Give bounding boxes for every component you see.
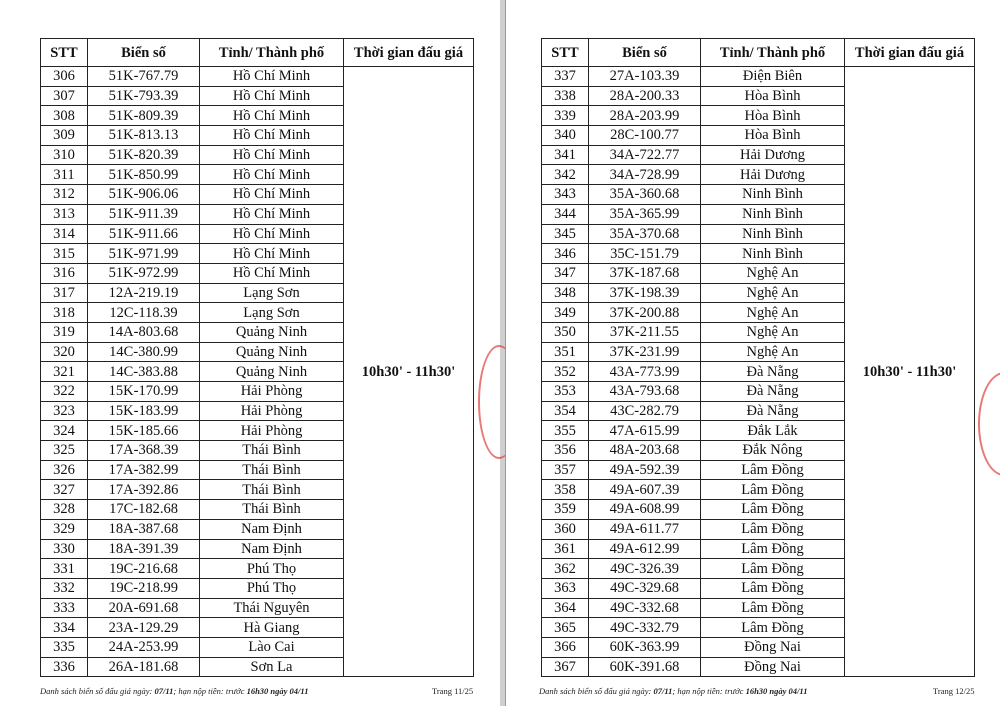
stt-cell: 329: [41, 519, 88, 539]
tinh-cell: Quảng Ninh: [200, 362, 344, 382]
stt-cell: 308: [41, 106, 88, 126]
bien-so-cell: 19C-216.68: [88, 559, 200, 579]
stt-cell: 332: [41, 578, 88, 598]
bien-so-cell: 23A-129.29: [88, 618, 200, 638]
table-row: [41, 67, 474, 87]
page-number: Trang 11/25: [432, 686, 474, 696]
stt-cell: 328: [41, 500, 88, 520]
footer-deadline: 16h30 ngày 04/11: [745, 686, 808, 696]
stt-cell: 310: [41, 145, 88, 165]
tinh-cell: Hồ Chí Minh: [200, 126, 344, 146]
stt-cell: 335: [41, 637, 88, 657]
bien-so-cell: 49C-329.68: [589, 578, 701, 598]
stt-cell: 314: [41, 224, 88, 244]
tinh-cell: Nghệ An: [701, 342, 845, 362]
tinh-cell: Hải Phòng: [200, 421, 344, 441]
bien-so-cell: 43C-282.79: [589, 401, 701, 421]
stt-cell: 316: [41, 263, 88, 283]
footer-date: 07/11: [154, 686, 174, 696]
tinh-cell: Lạng Sơn: [200, 283, 344, 303]
document-page-right: [505, 0, 1000, 706]
tinh-cell: Lâm Đồng: [701, 500, 845, 520]
stt-cell: 334: [41, 618, 88, 638]
plate-table-left: [40, 38, 474, 677]
auction-time-cell: 10h30' - 11h30': [845, 67, 975, 677]
stt-cell: 348: [542, 283, 589, 303]
stt-cell: 351: [542, 342, 589, 362]
bien-so-cell: 47A-615.99: [589, 421, 701, 441]
table-row: [542, 67, 975, 87]
bien-so-cell: 51K-813.13: [88, 126, 200, 146]
tinh-cell: Lâm Đồng: [701, 618, 845, 638]
footer-deadline: 16h30 ngày 04/11: [246, 686, 309, 696]
tinh-cell: Ninh Bình: [701, 204, 845, 224]
header-bien-so: Biển số: [88, 39, 200, 67]
bien-so-cell: 34A-728.99: [589, 165, 701, 185]
tinh-cell: Lâm Đồng: [701, 598, 845, 618]
stt-cell: 339: [542, 106, 589, 126]
stt-cell: 340: [542, 126, 589, 146]
table-header-row: [41, 39, 474, 67]
tinh-cell: Hải Dương: [701, 145, 845, 165]
tinh-cell: Hải Dương: [701, 165, 845, 185]
stt-cell: 361: [542, 539, 589, 559]
tinh-cell: Đà Nẵng: [701, 401, 845, 421]
bien-so-cell: 60K-363.99: [589, 637, 701, 657]
stt-cell: 354: [542, 401, 589, 421]
header-tinh: Tỉnh/ Thành phố: [200, 39, 344, 67]
header-bien-so: Biển số: [589, 39, 701, 67]
bien-so-cell: 17A-392.86: [88, 480, 200, 500]
stt-cell: 353: [542, 382, 589, 402]
stt-cell: 343: [542, 185, 589, 205]
stt-cell: 364: [542, 598, 589, 618]
stt-cell: 333: [41, 598, 88, 618]
header-thoi-gian: Thời gian đấu giá: [344, 39, 474, 67]
bien-so-cell: 51K-850.99: [88, 165, 200, 185]
tinh-cell: Quảng Ninh: [200, 342, 344, 362]
tinh-cell: Lâm Đồng: [701, 460, 845, 480]
bien-so-cell: 51K-971.99: [88, 244, 200, 264]
tinh-cell: Hòa Bình: [701, 86, 845, 106]
stt-cell: 358: [542, 480, 589, 500]
bien-so-cell: 28A-200.33: [589, 86, 701, 106]
header-tinh: Tỉnh/ Thành phố: [701, 39, 845, 67]
bien-so-cell: 17C-182.68: [88, 500, 200, 520]
bien-so-cell: 37K-231.99: [589, 342, 701, 362]
stt-cell: 317: [41, 283, 88, 303]
stt-cell: 325: [41, 441, 88, 461]
tinh-cell: Hồ Chí Minh: [200, 106, 344, 126]
bien-so-cell: 51K-911.66: [88, 224, 200, 244]
stt-cell: 352: [542, 362, 589, 382]
bien-so-cell: 37K-211.55: [589, 322, 701, 342]
stt-cell: 306: [41, 67, 88, 87]
bien-so-cell: 14A-803.68: [88, 322, 200, 342]
tinh-cell: Quảng Ninh: [200, 322, 344, 342]
bien-so-cell: 14C-383.88: [88, 362, 200, 382]
tinh-cell: Lạng Sơn: [200, 303, 344, 323]
bien-so-cell: 37K-198.39: [589, 283, 701, 303]
stt-cell: 331: [41, 559, 88, 579]
stt-cell: 357: [542, 460, 589, 480]
stt-cell: 365: [542, 618, 589, 638]
tinh-cell: Nghệ An: [701, 283, 845, 303]
stt-cell: 341: [542, 145, 589, 165]
stt-cell: 367: [542, 657, 589, 677]
tinh-cell: Hồ Chí Minh: [200, 263, 344, 283]
stt-cell: 327: [41, 480, 88, 500]
tinh-cell: Đồng Nai: [701, 637, 845, 657]
tinh-cell: Lâm Đồng: [701, 480, 845, 500]
footer-mid: ; hạn nộp tiền: trước: [173, 686, 247, 696]
bien-so-cell: 51K-793.39: [88, 86, 200, 106]
tinh-cell: Sơn La: [200, 657, 344, 677]
stt-cell: 345: [542, 224, 589, 244]
stt-cell: 344: [542, 204, 589, 224]
bien-so-cell: 24A-253.99: [88, 637, 200, 657]
table-body-right: [542, 67, 975, 677]
stt-cell: 313: [41, 204, 88, 224]
tinh-cell: Hồ Chí Minh: [200, 86, 344, 106]
bien-so-cell: 51K-820.39: [88, 145, 200, 165]
bien-so-cell: 14C-380.99: [88, 342, 200, 362]
bien-so-cell: 37K-200.88: [589, 303, 701, 323]
bien-so-cell: 28A-203.99: [589, 106, 701, 126]
tinh-cell: Ninh Bình: [701, 185, 845, 205]
stt-cell: 347: [542, 263, 589, 283]
tinh-cell: Đà Nẵng: [701, 362, 845, 382]
bien-so-cell: 17A-368.39: [88, 441, 200, 461]
stt-cell: 356: [542, 441, 589, 461]
tinh-cell: Hải Phòng: [200, 401, 344, 421]
tinh-cell: Hòa Bình: [701, 106, 845, 126]
tinh-cell: Lâm Đồng: [701, 539, 845, 559]
bien-so-cell: 51K-911.39: [88, 204, 200, 224]
stt-cell: 362: [542, 559, 589, 579]
bien-so-cell: 12C-118.39: [88, 303, 200, 323]
stt-cell: 349: [542, 303, 589, 323]
bien-so-cell: 48A-203.68: [589, 441, 701, 461]
bien-so-cell: 26A-181.68: [88, 657, 200, 677]
tinh-cell: Ninh Bình: [701, 244, 845, 264]
stt-cell: 346: [542, 244, 589, 264]
tinh-cell: Nam Định: [200, 519, 344, 539]
bien-so-cell: 34A-722.77: [589, 145, 701, 165]
tinh-cell: Đà Nẵng: [701, 382, 845, 402]
bien-so-cell: 17A-382.99: [88, 460, 200, 480]
stt-cell: 315: [41, 244, 88, 264]
tinh-cell: Nghệ An: [701, 263, 845, 283]
stt-cell: 323: [41, 401, 88, 421]
bien-so-cell: 27A-103.39: [589, 67, 701, 87]
tinh-cell: Lào Cai: [200, 637, 344, 657]
stt-cell: 337: [542, 67, 589, 87]
stt-cell: 319: [41, 322, 88, 342]
bien-so-cell: 49A-608.99: [589, 500, 701, 520]
stt-cell: 309: [41, 126, 88, 146]
stt-cell: 320: [41, 342, 88, 362]
bien-so-cell: 19C-218.99: [88, 578, 200, 598]
bien-so-cell: 49A-592.39: [589, 460, 701, 480]
bien-so-cell: 49C-332.68: [589, 598, 701, 618]
tinh-cell: Hà Giang: [200, 618, 344, 638]
tinh-cell: Nghệ An: [701, 303, 845, 323]
stt-cell: 311: [41, 165, 88, 185]
bien-so-cell: 28C-100.77: [589, 126, 701, 146]
auction-time-cell: 10h30' - 11h30': [344, 67, 474, 677]
tinh-cell: Phú Thọ: [200, 578, 344, 598]
footer-note: [539, 686, 807, 696]
tinh-cell: Thái Bình: [200, 460, 344, 480]
tinh-cell: Hồ Chí Minh: [200, 185, 344, 205]
bien-so-cell: 18A-387.68: [88, 519, 200, 539]
stt-cell: 321: [41, 362, 88, 382]
plate-table-right: [541, 38, 975, 677]
stt-cell: 330: [41, 539, 88, 559]
bien-so-cell: 35C-151.79: [589, 244, 701, 264]
bien-so-cell: 51K-972.99: [88, 263, 200, 283]
stt-cell: 318: [41, 303, 88, 323]
tinh-cell: Đắk Nông: [701, 441, 845, 461]
table-body-left: [41, 67, 474, 677]
header-stt: STT: [41, 39, 88, 67]
footer-mid: ; hạn nộp tiền: trước: [672, 686, 746, 696]
bien-so-cell: 49A-611.77: [589, 519, 701, 539]
tinh-cell: Nghệ An: [701, 322, 845, 342]
bien-so-cell: 43A-773.99: [589, 362, 701, 382]
bien-so-cell: 49C-326.39: [589, 559, 701, 579]
stt-cell: 350: [542, 322, 589, 342]
bien-so-cell: 49C-332.79: [589, 618, 701, 638]
bien-so-cell: 15K-170.99: [88, 382, 200, 402]
tinh-cell: Thái Nguyên: [200, 598, 344, 618]
tinh-cell: Thái Bình: [200, 500, 344, 520]
bien-so-cell: 20A-691.68: [88, 598, 200, 618]
footer-prefix: Danh sách biển số đấu giá ngày:: [40, 686, 155, 696]
bien-so-cell: 43A-793.68: [589, 382, 701, 402]
bien-so-cell: 35A-360.68: [589, 185, 701, 205]
stt-cell: 336: [41, 657, 88, 677]
bien-so-cell: 49A-607.39: [589, 480, 701, 500]
stt-cell: 359: [542, 500, 589, 520]
tinh-cell: Nam Định: [200, 539, 344, 559]
bien-so-cell: 51K-906.06: [88, 185, 200, 205]
footer-date: 07/11: [653, 686, 673, 696]
tinh-cell: Hải Phòng: [200, 382, 344, 402]
bien-so-cell: 37K-187.68: [589, 263, 701, 283]
header-stt: STT: [542, 39, 589, 67]
tinh-cell: Đồng Nai: [701, 657, 845, 677]
tinh-cell: Lâm Đồng: [701, 559, 845, 579]
tinh-cell: Hồ Chí Minh: [200, 204, 344, 224]
tinh-cell: Hồ Chí Minh: [200, 244, 344, 264]
stt-cell: 338: [542, 86, 589, 106]
bien-so-cell: 18A-391.39: [88, 539, 200, 559]
header-thoi-gian: Thời gian đấu giá: [845, 39, 975, 67]
footer-prefix: Danh sách biển số đấu giá ngày:: [539, 686, 654, 696]
stt-cell: 307: [41, 86, 88, 106]
stt-cell: 324: [41, 421, 88, 441]
bien-so-cell: 60K-391.68: [589, 657, 701, 677]
tinh-cell: Hồ Chí Minh: [200, 224, 344, 244]
tinh-cell: Đắk Lắk: [701, 421, 845, 441]
bien-so-cell: 12A-219.19: [88, 283, 200, 303]
tinh-cell: Hòa Bình: [701, 126, 845, 146]
tinh-cell: Ninh Bình: [701, 224, 845, 244]
tinh-cell: Thái Bình: [200, 480, 344, 500]
page-number: Trang 12/25: [933, 686, 975, 696]
tinh-cell: Lâm Đồng: [701, 519, 845, 539]
bien-so-cell: 15K-185.66: [88, 421, 200, 441]
table-header-row: [542, 39, 975, 67]
stt-cell: 366: [542, 637, 589, 657]
footer-note: [40, 686, 308, 696]
stt-cell: 312: [41, 185, 88, 205]
bien-so-cell: 51K-767.79: [88, 67, 200, 87]
tinh-cell: Lâm Đồng: [701, 578, 845, 598]
bien-so-cell: 49A-612.99: [589, 539, 701, 559]
bien-so-cell: 35A-370.68: [589, 224, 701, 244]
stt-cell: 326: [41, 460, 88, 480]
tinh-cell: Hồ Chí Minh: [200, 165, 344, 185]
bien-so-cell: 15K-183.99: [88, 401, 200, 421]
bien-so-cell: 51K-809.39: [88, 106, 200, 126]
tinh-cell: Hồ Chí Minh: [200, 145, 344, 165]
tinh-cell: Phú Thọ: [200, 559, 344, 579]
tinh-cell: Hồ Chí Minh: [200, 67, 344, 87]
stt-cell: 363: [542, 578, 589, 598]
stt-cell: 355: [542, 421, 589, 441]
tinh-cell: Điện Biên: [701, 67, 845, 87]
tinh-cell: Thái Bình: [200, 441, 344, 461]
bien-so-cell: 35A-365.99: [589, 204, 701, 224]
stt-cell: 322: [41, 382, 88, 402]
stt-cell: 360: [542, 519, 589, 539]
stt-cell: 342: [542, 165, 589, 185]
